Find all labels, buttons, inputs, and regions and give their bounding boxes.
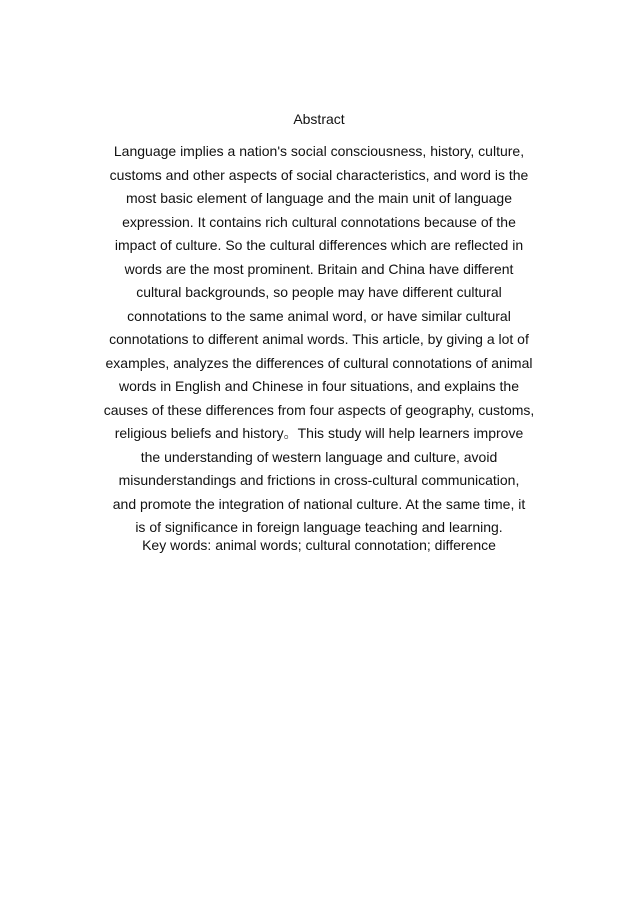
abstract-line: cultural backgrounds, so people may have different cultural [136,284,502,300]
abstract-line: examples, analyzes the differences of cultural connotations of animal [105,354,533,371]
abstract-line: words are the most prominent. Britain and China have different [124,260,514,277]
abstract-line: is of significance in foreign language teaching and learning. [135,519,503,535]
abstract-line: religious beliefs and history。This study will help learners improve [114,425,524,441]
abstract-line: Language implies a nation's social consciousness, history, culture, [113,143,525,159]
abstract-line: misunderstandings and frictions in cross-cultural communication, [118,472,520,488]
abstract-line: expression. It contains rich cultural connotations because of the [122,213,516,230]
abstract-line: impact of culture. So the cultural differences which are reflected in [114,237,524,253]
abstract-line: most basic element of language and the main unit of language [125,190,513,206]
abstract-body [68,140,570,540]
abstract-line: customs and other aspects of social characteristics, and word is the [109,166,529,183]
abstract-line: and promote the integration of national culture. At the same time, it [112,495,526,512]
abstract-line: connotations to the same animal word, or have similar cultural [127,307,511,324]
abstract-title: Abstract [293,111,345,127]
abstract-line: causes of these differences from four aspects of geography, customs, [103,401,535,418]
keywords-line: Key words: animal words; cultural connotation; difference [142,537,496,553]
abstract-line: words in English and Chinese in four situations, and explains the [118,378,520,394]
abstract-line: connotations to different animal words. This article, by giving a lot of [109,331,529,347]
abstract-line: the understanding of western language and culture, avoid [140,448,498,465]
